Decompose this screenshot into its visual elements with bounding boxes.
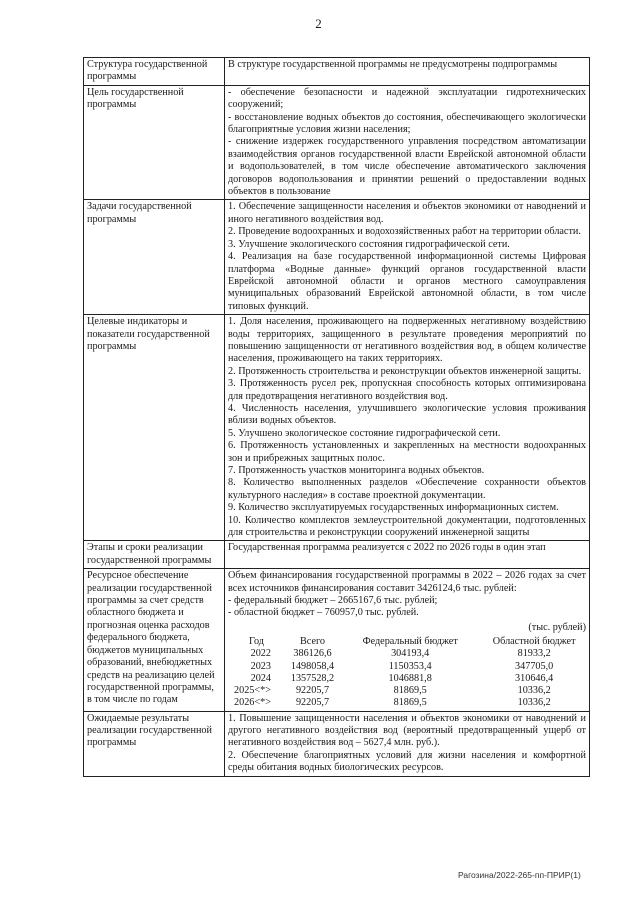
finance-regional: - областной бюджет – 760957,0 тыс. рублей. [228, 607, 419, 619]
table-row [232, 673, 592, 685]
cell-year: 2024 [250, 672, 271, 684]
row-content [225, 58, 590, 86]
cell-total: 1498058,4 [290, 660, 335, 672]
finance-unit: (тыс. рублей) [528, 621, 586, 633]
paragraph: 1. Доля населения, проживающего на подверженных негативному воздействию воды территориях, защищенного в результате проведения мероприятий по повышению защищенности от негативного воздействия вод, в общем количестве населения, проживающего на таких территориях. [228, 316, 586, 365]
cell-regional: 347705,0 [515, 660, 554, 672]
paragraph: Государственная программа реализуется с 2022 по 2026 годы в один этап [228, 542, 546, 554]
finance-federal: - федеральный бюджет – 2665167,6 тыс. рублей; [228, 595, 438, 607]
row-label: Ресурсное обеспечение реализации государственной программы за счет средств областного бюджета и прогнозная оценка расходов федерального бюджета, бюджетов муниципальных образований, внебюджетных средств на реализацию целей государственной программы, в том числе по годам [84, 569, 225, 711]
cell-year: 2023 [250, 660, 271, 672]
row-content [225, 315, 590, 541]
goal-row [84, 85, 590, 200]
paragraph: 2. Протяженность строительства и реконструкции объектов инженерной защиты. [228, 365, 582, 377]
row-content [225, 569, 590, 711]
col-total: Всего [300, 636, 325, 648]
table-row [232, 685, 592, 697]
cell-year: 2022 [250, 648, 271, 660]
paragraph: 3. Протяженность русел рек, пропускная способность которых оптимизирована для предотвращения негативного воздействия вод. [228, 378, 586, 402]
row-label: Структура государственной программы [84, 58, 225, 86]
cell-federal: 1150353,4 [388, 660, 432, 672]
table-row [232, 697, 592, 709]
cell-federal: 81869,5 [393, 697, 427, 709]
paragraph: 1. Обеспечение защищенности населения и объектов экономики от наводнений и иного негативного воздействия вод. [228, 201, 586, 225]
cell-total: 92205,7 [295, 685, 330, 697]
paragraph: 10. Количество комплектов землеустроительной документации, подготовленных для строительства и реконструкции сооружений инженерной защиты [228, 514, 586, 539]
col-federal: Федеральный бюджет [362, 636, 458, 648]
cell-regional: 10336,2 [517, 697, 551, 709]
row-label: Целевые индикаторы и показатели государственной программы [84, 315, 225, 541]
row-content [225, 541, 590, 569]
paragraph: 7. Протяженность участков мониторинга водных объектов. [228, 465, 485, 476]
cell-year: 2026<*> [234, 697, 271, 709]
row-label: Цель государственной программы [84, 85, 225, 200]
results-row [84, 711, 590, 776]
paragraph: 4. Численность населения, улучшившего экологические условия проживания вблизи водных объектов. [228, 402, 586, 427]
cell-federal: 1046881,8 [388, 672, 432, 684]
finance-by-year-table [232, 636, 592, 709]
paragraph: 2. Обеспечение благоприятных условий для жизни населения и комфортной среды обитания водных биологических ресурсов. [228, 749, 586, 774]
cell-regional: 310646,4 [515, 672, 554, 684]
cell-federal: 304193,4 [391, 648, 430, 660]
program-passport-table [83, 57, 590, 777]
cell-regional: 81933,2 [517, 648, 551, 660]
paragraph: 4. Реализация на базе государственной информационной системы Цифровая платформа «Водные данные» функций органов государственной власти Еврейской автономной области и органов местного самоуправления муниципальных образований Еврейской автономной области, в том числе типовых функций. [228, 251, 586, 312]
paragraph: - обеспечение безопасности и надежной эксплуатации гидротехнических сооружений; [228, 86, 586, 111]
cell-regional: 10336,2 [517, 685, 551, 697]
paragraph: 3. Улучшение экологического состояния гидрографической сети. [228, 238, 510, 250]
cell-year: 2025<*> [234, 685, 271, 697]
paragraph: В структуре государственной программы не предусмотрены подпрограммы [228, 59, 558, 70]
tasks-row [84, 200, 590, 315]
cell-total: 92205,7 [295, 697, 330, 709]
paragraph: - восстановление водных объектов до состояния, обеспечивающего экологически благоприятные условия жизни населения; [228, 111, 586, 136]
paragraph: 8. Количество выполненных разделов «Обеспечение сохранности объектов культурного наследия» в составе проектной документации. [228, 477, 586, 501]
col-regional: Областной бюджет [492, 636, 576, 648]
cell-total: 386126,6 [293, 648, 332, 660]
paragraph: 5. Улучшено экологическое состояние гидрографической сети. [228, 427, 501, 439]
paragraph: - снижение издержек государственного управления посредством автоматизации взаимодействия органов государственной власти Еврейской автономной области и водопользователей, в том числе обеспечение автоматического заключения договоров водопользования и принятии решений о предоставлении водных объектов в пользование [228, 136, 586, 198]
finance-intro: Объем финансирования государственной программы в 2022 – 2026 годах за счет всех источников финансирования составит 3426124,6 тыс. рублей: [228, 570, 586, 594]
document-registration-code: Рагозина/2022-265-пп-ПРИР(1) [458, 870, 581, 880]
finance-row [84, 569, 590, 711]
finance-header-row [232, 636, 592, 648]
row-label: Ожидаемые результаты реализации государственной программы [84, 711, 225, 776]
row-content [225, 85, 590, 200]
row-label: Этапы и сроки реализации государственной программы [84, 541, 225, 569]
paragraph: 2. Проведение водоохранных и водохозяйственных работ на территории области. [228, 226, 581, 238]
paragraph: 6. Протяженность установленных и закрепленных на местности водоохранных зон и прибрежных защитных полос. [228, 440, 586, 464]
col-year: Год [248, 636, 264, 648]
structure-row [84, 58, 590, 86]
table-row [232, 648, 592, 660]
row-label: Задачи государственной программы [84, 200, 225, 315]
cell-total: 1357528,2 [290, 672, 335, 684]
paragraph: 1. Повышение защищенности населения и объектов экономики от наводнений и другого негативного воздействия вод (вероятный предотвращенный ущерб от негативного воздействия вод – 5627,4 млн. руб.). [228, 712, 586, 749]
row-content [225, 200, 590, 315]
indicators-row [84, 315, 590, 541]
table-row [232, 661, 592, 673]
stages-row [84, 541, 590, 569]
paragraph: 9. Количество эксплуатируемых государственных информационных систем. [228, 502, 559, 514]
row-content [225, 711, 590, 776]
page-number: 2 [315, 16, 322, 31]
cell-federal: 81869,5 [393, 685, 427, 697]
